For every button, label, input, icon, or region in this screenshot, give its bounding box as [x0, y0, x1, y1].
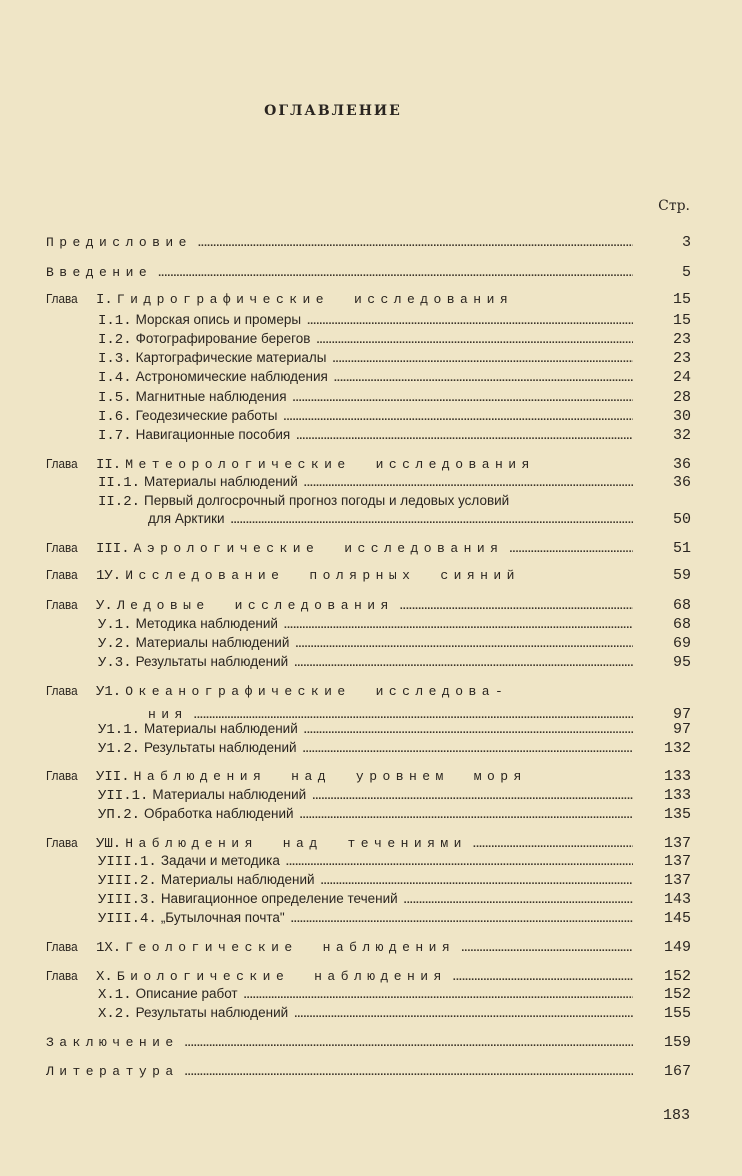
- dot-leader: [294, 1008, 633, 1020]
- entry-title: Результаты наблюдений: [135, 1005, 289, 1020]
- toc-entry: [46, 567, 691, 586]
- dot-leader: [304, 724, 633, 736]
- entry-title: Наблюдения над уровнем моря: [133, 769, 527, 784]
- entry-title: Биологические наблюдения: [116, 969, 447, 984]
- entry-page: 152: [663, 986, 691, 1003]
- entry-page: 36: [672, 474, 691, 491]
- toc-entry: [98, 408, 691, 427]
- entry-title: Методика наблюдений: [135, 616, 278, 631]
- chapter-prefix: Глава: [46, 567, 78, 582]
- chapter-prefix: Глава: [46, 597, 78, 612]
- entry-page: 137: [663, 853, 691, 870]
- dot-leader: [404, 894, 633, 906]
- dot-leader: [198, 237, 633, 249]
- entry-page: 132: [663, 740, 691, 757]
- toc-entry: [98, 740, 691, 759]
- entry-title: Материалы наблюдений: [152, 787, 307, 802]
- toc-entry: [46, 768, 691, 787]
- entry-page: 51: [672, 540, 691, 557]
- entry-title: Первый долгосрочный прогноз погоды и ледовых условий: [144, 493, 510, 508]
- section-number: У.2.: [98, 636, 132, 652]
- section-number: II.: [96, 457, 122, 473]
- toc-entry: [46, 1034, 691, 1053]
- toc-entry: [98, 1005, 691, 1024]
- entry-title: Аэрологические исследования: [133, 541, 504, 556]
- entry-page: 97: [672, 706, 691, 723]
- section-number: II.1.: [98, 475, 141, 491]
- section-number: III.: [96, 541, 130, 557]
- dot-leader: [295, 638, 633, 650]
- section-number: У.3.: [98, 655, 132, 671]
- entry-title: Заключение: [46, 1035, 179, 1050]
- toc-entry: [46, 264, 691, 283]
- entry-title: Введение: [46, 265, 153, 280]
- section-number: I.5.: [98, 390, 132, 406]
- entry-page: 143: [663, 891, 691, 908]
- toc-entry: [98, 853, 691, 872]
- entry-title: Навигационное определение течений: [160, 891, 398, 906]
- dot-leader: [307, 315, 633, 327]
- toc-entry: [46, 835, 691, 854]
- entry-page: 23: [672, 350, 691, 367]
- toc-entry: [98, 806, 691, 825]
- entry-page: 159: [663, 1034, 691, 1051]
- chapter-prefix: Глава: [46, 939, 78, 954]
- entry-page: 32: [672, 427, 691, 444]
- dot-leader: [296, 430, 633, 442]
- dot-leader: [300, 809, 633, 821]
- entry-title: Метеорологические исследования: [125, 457, 535, 472]
- dot-leader: [283, 411, 633, 423]
- section-number: УIII.4.: [98, 911, 157, 927]
- toc-entry: [98, 427, 691, 446]
- section-number: У.: [96, 598, 113, 614]
- toc-entry: [98, 721, 691, 740]
- toc-entry: [46, 968, 691, 987]
- entry-title: Навигационные пособия: [135, 427, 291, 442]
- toc-entry: [98, 787, 691, 806]
- entry-page: 68: [672, 616, 691, 633]
- entry-title: Задачи и методика: [160, 853, 280, 868]
- entry-title: Материалы наблюдений: [135, 635, 290, 650]
- entry-page: 135: [663, 806, 691, 823]
- dot-leader: [194, 709, 633, 721]
- entry-page: 3: [681, 234, 691, 251]
- entry-title: Ледовые исследования: [116, 598, 394, 613]
- dot-leader: [334, 372, 633, 384]
- page-column-label: Стр.: [658, 198, 690, 214]
- entry-page: 15: [672, 291, 691, 308]
- dot-leader: [453, 971, 633, 983]
- section-number: У1.2.: [98, 741, 141, 757]
- entry-title: Материалы наблюдений: [144, 474, 298, 489]
- dot-leader: [400, 600, 633, 612]
- dot-leader: [316, 334, 633, 346]
- section-number: 1Х.: [96, 940, 122, 956]
- chapter-prefix: Глава: [46, 768, 78, 783]
- section-number: 1У.: [96, 568, 122, 584]
- chapter-prefix: Глава: [46, 456, 78, 471]
- chapter-prefix: Глава: [46, 540, 78, 555]
- section-number: Х.: [96, 969, 113, 985]
- dot-leader: [509, 543, 633, 555]
- section-number: I.2.: [98, 332, 132, 348]
- entry-title: Морская опись и промеры: [135, 312, 302, 327]
- section-number: У1.1.: [98, 722, 141, 738]
- dot-leader: [158, 267, 633, 279]
- entry-page: 95: [672, 654, 691, 671]
- toc-entry: [46, 540, 691, 559]
- section-number: УIII.3.: [98, 892, 157, 908]
- section-number: I.6.: [98, 409, 132, 425]
- entry-page: 36: [672, 456, 691, 473]
- entry-title: Литература: [46, 1064, 179, 1079]
- toc-entry: [98, 986, 691, 1005]
- toc-entry: [46, 939, 691, 958]
- section-number: I.3.: [98, 351, 132, 367]
- dot-leader: [294, 657, 633, 669]
- section-number: У.1.: [98, 617, 132, 633]
- dot-leader: [291, 913, 633, 925]
- entry-page: 69: [672, 635, 691, 652]
- chapter-prefix: Глава: [46, 835, 78, 850]
- dot-leader: [461, 942, 633, 954]
- toc-entry: [46, 683, 691, 702]
- page-number: 183: [662, 1107, 690, 1124]
- entry-title: Результаты наблюдений: [144, 740, 297, 755]
- entry-page: 23: [672, 331, 691, 348]
- entry-page: 50: [672, 511, 691, 528]
- entry-page: 15: [672, 312, 691, 329]
- section-number: Х.2.: [98, 1006, 132, 1022]
- entry-title: ния: [148, 707, 188, 722]
- dot-leader: [293, 392, 633, 404]
- entry-page: 137: [663, 872, 691, 889]
- dot-leader: [185, 1066, 633, 1078]
- section-number: УII.1.: [98, 788, 149, 804]
- entry-title: Астрономические наблюдения: [135, 369, 328, 384]
- dot-leader: [333, 353, 634, 365]
- entry-page: 97: [672, 721, 691, 738]
- entry-page: 152: [663, 968, 691, 985]
- entry-title: Исследование полярных сияний: [125, 568, 520, 583]
- entry-page: 28: [672, 389, 691, 406]
- page-title: ОГЛАВЛЕНИЕ: [264, 103, 402, 119]
- section-number: I.4.: [98, 370, 132, 386]
- entry-title: Предисловие: [46, 235, 192, 250]
- toc-entry: [98, 891, 691, 910]
- section-number: II.2.: [98, 494, 141, 510]
- entry-page: 133: [663, 787, 691, 804]
- toc-entry: [98, 910, 691, 929]
- section-number: У1.: [96, 684, 122, 700]
- toc-entry: [98, 493, 691, 512]
- chapter-prefix: Глава: [46, 968, 78, 983]
- section-number: I.7.: [98, 428, 132, 444]
- entry-page: 24: [672, 369, 691, 386]
- entry-page: 30: [672, 408, 691, 425]
- toc-entry: [98, 635, 691, 654]
- toc-entry: [98, 654, 691, 673]
- entry-page: 145: [663, 910, 691, 927]
- chapter-prefix: Глава: [46, 683, 78, 698]
- toc-entry: [98, 369, 691, 388]
- toc-entry: [98, 474, 691, 493]
- section-number: УП.2.: [98, 807, 141, 823]
- entry-title: Описание работ: [135, 986, 238, 1001]
- dot-leader: [312, 790, 633, 802]
- section-number: УШ.: [96, 836, 122, 852]
- chapter-prefix: Глава: [46, 291, 78, 306]
- section-number: УII.: [96, 769, 130, 785]
- toc-entry: [148, 511, 691, 530]
- entry-page: 149: [663, 939, 691, 956]
- dot-leader: [244, 989, 633, 1001]
- dot-leader: [321, 875, 633, 887]
- entry-title: Материалы наблюдений: [160, 872, 315, 887]
- entry-title: Наблюдения над течениями: [125, 836, 467, 851]
- entry-title: Геодезические работы: [135, 408, 278, 423]
- entry-title: Картографические материалы: [135, 350, 327, 365]
- entry-title: для Арктики: [148, 511, 225, 526]
- toc-entry: [98, 312, 691, 331]
- toc-entry: [98, 872, 691, 891]
- entry-title: Океанографические исследова-: [125, 684, 509, 699]
- dot-leader: [473, 838, 633, 850]
- dot-leader: [304, 477, 633, 489]
- entry-title: Обработка наблюдений: [144, 806, 294, 821]
- entry-title: Геологические наблюдения: [125, 940, 456, 955]
- entry-page: 68: [672, 597, 691, 614]
- dot-leader: [185, 1037, 633, 1049]
- section-number: Х.1.: [98, 987, 132, 1003]
- section-number: I.: [96, 292, 113, 308]
- toc-entry: [46, 1063, 691, 1082]
- toc-entry: [46, 456, 691, 475]
- section-number: УIII.2.: [98, 873, 157, 889]
- toc-entry: [98, 350, 691, 369]
- toc-entry: [98, 331, 691, 350]
- dot-leader: [231, 514, 633, 526]
- entry-page: 167: [663, 1063, 691, 1080]
- entry-title: Гидрографические исследования: [116, 292, 514, 307]
- entry-title: Фотографирование берегов: [135, 331, 311, 346]
- section-number: I.1.: [98, 313, 132, 329]
- toc-entry: [98, 616, 691, 635]
- entry-page: 133: [663, 768, 691, 785]
- entry-title: Результаты наблюдений: [135, 654, 289, 669]
- dot-leader: [284, 619, 633, 631]
- section-number: УIII.1.: [98, 854, 157, 870]
- entry-title: Материалы наблюдений: [144, 721, 298, 736]
- toc-entry: [46, 234, 691, 253]
- entry-title: „Бутылочная почта": [160, 910, 285, 925]
- dot-leader: [303, 743, 633, 755]
- toc-entry: [98, 389, 691, 408]
- entry-page: 137: [663, 835, 691, 852]
- entry-page: 5: [681, 264, 691, 281]
- entry-page: 59: [672, 567, 691, 584]
- entry-page: 155: [663, 1005, 691, 1022]
- dot-leader: [286, 856, 633, 868]
- toc-entry: [46, 291, 691, 310]
- toc-entry: [46, 597, 691, 616]
- entry-title: Магнитные наблюдения: [135, 389, 287, 404]
